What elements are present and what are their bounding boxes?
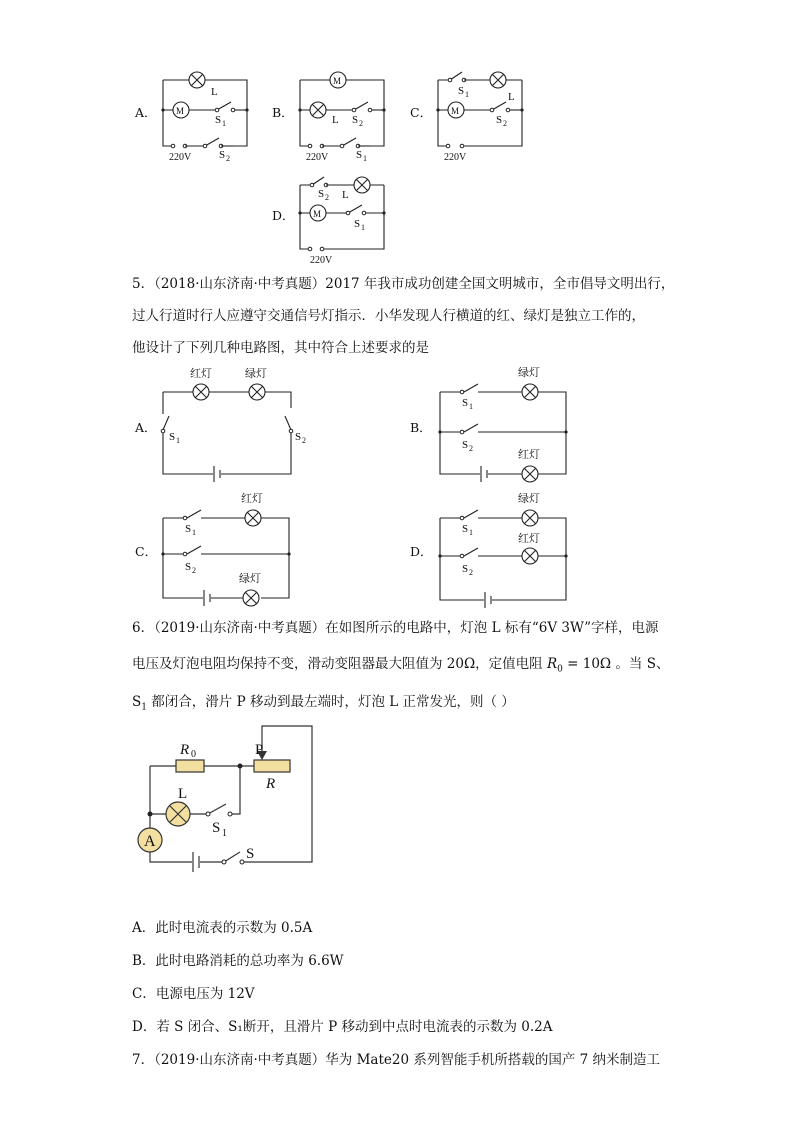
svg-text:绿灯: 绿灯: [518, 367, 540, 379]
svg-text:1: 1: [222, 828, 227, 839]
svg-text:1: 1: [176, 436, 180, 445]
svg-text:绿灯: 绿灯: [245, 368, 267, 380]
q4-option-a-letter: A．: [135, 105, 157, 120]
svg-text:S: S: [246, 846, 255, 862]
svg-text:S: S: [354, 218, 361, 230]
svg-text:S: S: [185, 523, 192, 535]
q6-option-d: D．若 S 闭合、S₁断开，且滑片 P 移动到中点时电流表的示数为 0.2A: [132, 1019, 553, 1035]
q4-circuit-b: [292, 62, 407, 162]
svg-text:S: S: [212, 820, 221, 836]
svg-text:绿灯: 绿灯: [518, 493, 540, 505]
svg-text:S: S: [462, 439, 469, 451]
q5-option-b-letter: B．: [410, 420, 432, 435]
svg-text:A: A: [144, 833, 156, 850]
svg-text:S: S: [169, 431, 176, 443]
svg-text:M: M: [451, 106, 460, 116]
svg-text:2: 2: [302, 436, 306, 445]
svg-text:S: S: [295, 431, 302, 443]
q5-question-line-3: 他设计了下列几种电路图，其中符合上述要求的是: [132, 340, 429, 356]
svg-text:0: 0: [191, 749, 196, 760]
svg-text:红灯: 红灯: [518, 449, 540, 461]
svg-text:S: S: [318, 188, 325, 200]
svg-text:S: S: [496, 114, 503, 126]
svg-text:S: S: [356, 149, 363, 161]
svg-text:L: L: [211, 86, 218, 98]
q4-circuit-a: [155, 62, 270, 162]
q5-circuit-c: [155, 488, 305, 618]
resistor-r0-icon: [176, 760, 204, 772]
svg-text:S: S: [352, 114, 359, 126]
svg-text:S: S: [215, 114, 222, 126]
svg-text:S: S: [462, 523, 469, 535]
svg-text:220V: 220V: [169, 152, 192, 162]
q6-question-line-1: 6．（2019·山东济南·中考真题）在如图所示的电路中，灯泡 L 标有“6V 3W”字样，电源: [132, 620, 659, 636]
q6-option-c: C．电源电压为 12V: [132, 986, 255, 1002]
q5-option-d-letter: D．: [410, 544, 433, 559]
svg-text:L: L: [508, 91, 515, 103]
q6-question-line-3: $S_1$ 都闭合，滑片 P 移动到最左端时，灯泡 L 正常发光，则（ ）: [132, 694, 515, 713]
svg-text:M: M: [333, 76, 342, 86]
svg-text:绿灯: 绿灯: [239, 573, 261, 585]
svg-text:S: S: [462, 563, 469, 575]
svg-text:S: S: [458, 85, 465, 97]
svg-text:1: 1: [361, 223, 365, 232]
svg-text:2: 2: [325, 193, 329, 202]
rheostat-r-icon: [254, 760, 290, 772]
svg-text:1: 1: [469, 402, 473, 411]
svg-text:红灯: 红灯: [190, 368, 212, 380]
q5-question-line-2: 过人行道时行人应遵守交通信号灯指示．小华发现人行横道的红、绿灯是独立工作的，: [132, 308, 645, 324]
svg-text:L: L: [342, 189, 349, 201]
svg-text:1: 1: [192, 528, 196, 537]
svg-text:L: L: [178, 786, 188, 802]
svg-text:1: 1: [469, 528, 473, 537]
q5-circuit-d: [432, 488, 582, 618]
q5-circuit-b: [432, 362, 582, 492]
svg-text:220V: 220V: [444, 152, 467, 162]
svg-text:2: 2: [192, 566, 196, 575]
svg-text:M: M: [313, 209, 322, 219]
q6-circuit-diagram: [130, 718, 330, 878]
q4-circuit-d: [292, 167, 407, 267]
svg-text:220V: 220V: [310, 255, 333, 266]
svg-text:R: R: [180, 742, 190, 758]
svg-text:1: 1: [363, 154, 367, 162]
q5-circuit-a: [155, 362, 315, 482]
svg-text:2: 2: [469, 568, 473, 577]
q4-circuit-c: [430, 62, 545, 162]
svg-text:S: S: [185, 561, 192, 573]
q4-option-d-letter: D．: [272, 208, 295, 223]
q7-question-line-1: 7．（2019·山东济南·中考真题）华为 Mate20 系列智能手机所搭载的国产 7 纳米制造工: [132, 1052, 660, 1068]
svg-text:P: P: [255, 742, 264, 758]
svg-text:2: 2: [469, 444, 473, 453]
svg-text:1: 1: [222, 119, 226, 128]
q5-option-a-letter: A．: [135, 420, 157, 435]
q5-question-line-1: 5．（2018·山东济南·中考真题）2017 年我市成功创建全国文明城市，全市倡导文明出行，: [132, 276, 675, 292]
svg-text:S: S: [219, 149, 226, 161]
q4-option-c-letter: C．: [410, 105, 433, 120]
svg-text:S: S: [462, 397, 469, 409]
q6-option-a: A．此时电流表的示数为 0.5A: [132, 920, 313, 936]
q6-question-line-2: 电压及灯泡电阻均保持不变，滑动变阻器最大阻值为 20Ω，定值电阻 $R_0 = 10\Omega$ 。当 S、: [132, 656, 670, 675]
svg-text:红灯: 红灯: [518, 533, 540, 545]
svg-text:2: 2: [359, 119, 363, 128]
q5-option-c-letter: C．: [135, 544, 158, 559]
svg-text:L: L: [332, 114, 339, 126]
svg-text:M: M: [176, 106, 185, 116]
svg-text:1: 1: [465, 90, 469, 99]
svg-text:2: 2: [226, 154, 230, 162]
svg-text:2: 2: [503, 119, 507, 128]
svg-text:R: R: [266, 776, 276, 792]
svg-text:红灯: 红灯: [241, 493, 263, 505]
q4-option-b-letter: B．: [272, 105, 294, 120]
q6-option-b: B．此时电路消耗的总功率为 6.6W: [132, 953, 344, 969]
svg-text:220V: 220V: [306, 152, 329, 162]
